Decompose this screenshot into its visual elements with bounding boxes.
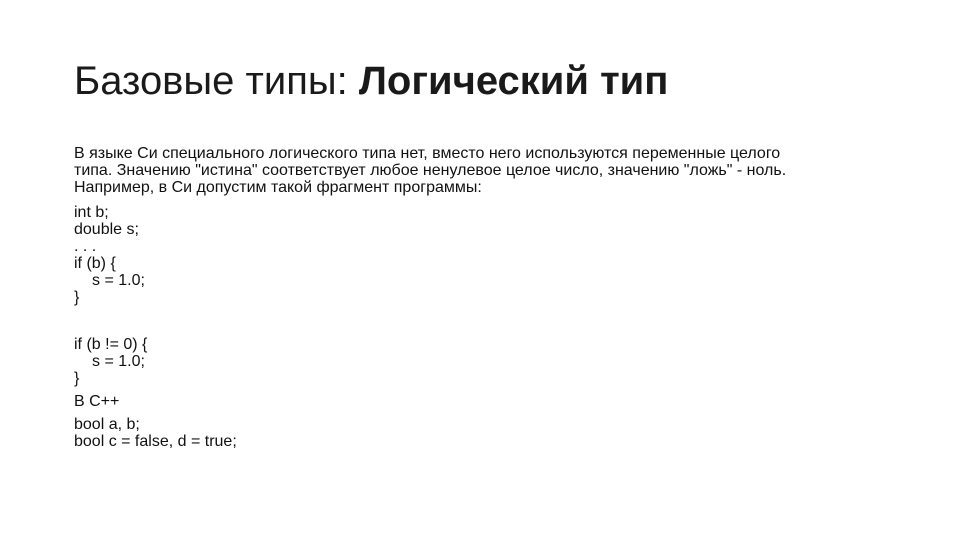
code-line: . . . bbox=[74, 238, 97, 255]
code-line: s = 1.0; bbox=[92, 353, 145, 370]
slide-title-prefix: Базовые типы: bbox=[74, 59, 359, 103]
slide-title bbox=[74, 55, 668, 107]
code-line: double s; bbox=[74, 221, 139, 238]
intro-paragraph bbox=[74, 145, 904, 196]
code-line: s = 1.0; bbox=[92, 272, 145, 289]
code-line: bool c = false, d = true; bbox=[74, 433, 237, 450]
intro-line: типа. Значению "истина" соответствует любое ненулевое целое число, значению "ложь" - ноль. bbox=[74, 162, 787, 179]
intro-line: Например, в Си допустим такой фрагмент программы: bbox=[74, 179, 482, 196]
code-line: bool a, b; bbox=[74, 416, 140, 433]
code-line: if (b != 0) { bbox=[74, 336, 148, 353]
slide-title-emphasis: Логический тип bbox=[358, 59, 669, 103]
code-line: int b; bbox=[74, 204, 109, 221]
cpp-heading: В С++ bbox=[74, 393, 120, 410]
code-block-c-explicit bbox=[74, 336, 904, 387]
code-block-cpp bbox=[74, 416, 904, 450]
slide-body bbox=[74, 145, 904, 450]
code-block-c bbox=[74, 204, 904, 306]
code-line: } bbox=[74, 289, 80, 306]
code-line: if (b) { bbox=[74, 255, 116, 272]
code-line: } bbox=[74, 370, 80, 387]
intro-line: В языке Си специального логического типа нет, вместо него используются переменные целого bbox=[74, 145, 781, 162]
